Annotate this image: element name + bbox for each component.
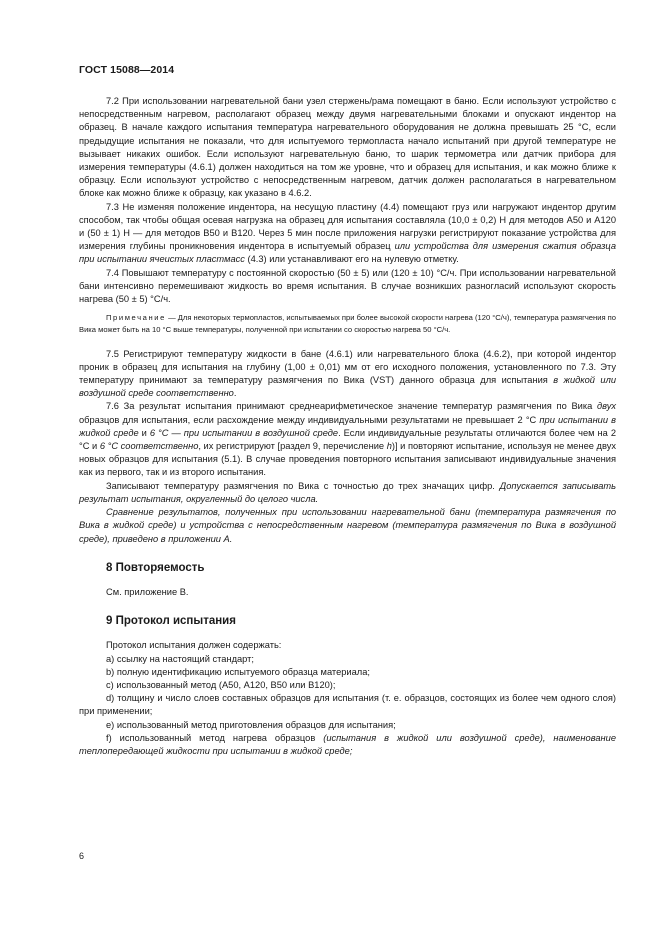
paragraph-7-4: 7.4 Повышают температуру с постоянной скоростью (50 ± 5) или (120 ± 10) °C/ч. При использовании нагревательной бани интенсивно перемешивают жидкость во время испытания. В случае возникших разногласий используют скорость нагрева (50 ± 5) °C/ч. [79, 267, 616, 305]
list-item-a: a) ссылку на настоящий стандарт; [106, 653, 254, 664]
list-item-d: d) толщину и число слоев составных образцов для испытания (т. е. образцов, состоящих из более чем одного слоя) при применении; [79, 693, 616, 717]
paragraph-7-6: 7.6 За результат испытания принимают среднеарифметическое значение температур размягчения по Вика двух образцов для испытания, если расхождение между индивидуальными результатами не превышает 2 °C при испытании в жидкой среде и 6 °C — при испытании в воздушной среде. Если индивидуальные результаты отличаются более чем на 2 °C и 6 °C соответственно, их регистрируют [раздел 9, перечисление h)] и повторяют испытание, используя не менее двух новых образцов для испытания (5.1). В случае проведения повторного испытания записывают индивидуальные значения как из первого, так и из второго испытания. [79, 401, 617, 478]
paragraph-7-5: 7.5 Регистрируют температуру жидкости в бане (4.6.1) или нагревательного блока (4.6.2), при которой индентор проник в образец для испытания на глубину (1,00 ± 0,01) мм от его исходного положения, установленного по 7.3. Эту температуру принимают за температуру размягчения по Вика (VST) данного образца для испытания в жидкой или воздушной среде соответственно. [79, 348, 616, 399]
paragraph-comparison: Сравнение результатов, полученных при использовании нагревательной бани (температура размягчения по Вика в жидкой среде) и устройства с непосредственным нагревом (температура размягчения по Вика в воздушной среде), приведено в приложении А. [79, 507, 616, 544]
list-item-f: f) использованный метод нагрева образцов (испытания в жидкой или воздушной среде), наименование теплопередающей жидкости при испытании в жидкой среде; [79, 732, 616, 756]
list-item-e: e) использованный метод приготовления образцов для испытания; [106, 719, 396, 730]
note: Примечание — Для некоторых термопластов, испытываемых при более высокой скорости нагрева (120 °C/ч), температура размягчения по Вика может быть на 10 °C выше температуры, полученной при испытании со скоростью нагрева 50 °C/ч. [79, 313, 617, 335]
section-9-title: 9 Протокол испытания [106, 615, 236, 628]
page-number: 6 [79, 851, 85, 861]
paragraph-7-3: 7.3 Не изменяя положение индентора, на несущую пластину (4.4) помещают груз или нагружают индентор другим способом, так чтобы общая осевая нагрузка на образец для испытания составляла (10,0 ± 0,2) Н для методов А50 и А120 и (50 ± 1) Н — для методов В50 и В120. Через 5 мин после приложения нагрузки регистрируют показание устройства для измерения глубины проникновения индентора в испытуемый образец или устройства для измерения сжатия образца при испытании ячеистых пластмасс (4.3) или устанавливают его на нулевую отметку. [79, 201, 616, 265]
note-label: Примечание [106, 313, 166, 323]
document-body [79, 95, 616, 758]
list-item-b: b) полную идентификацию испытуемого образца материала; [106, 666, 370, 677]
section-8-title: 8 Повторяемость [106, 561, 205, 574]
document-header: ГОСТ 15088—2014 [79, 64, 175, 76]
section-9-intro: Протокол испытания должен содержать: [106, 640, 282, 651]
paragraph-7-2: 7.2 При использовании нагревательной бани узел стержень/рама помещают в баню. Если используют устройство с непосредственным нагревом, располагают образец между двумя нагревательными блоками и опускают индентор на образец. В начале каждого испытания температура нагревательного оборудования не должна превышать 25 °C, если предыдущие испытания не показали, что для испытуемого термопласта начало испытаний при другой температуре не вызывает никаких ошибок. Если используют нагревательную баню, то шарик термометра или датчик прибора для измерения температуры (4.6.1) должен находиться на том же уровне, что и образец для испытания, и как можно ближе к образцу. Если используют устройство с непосредственным нагревом, датчик должен располагаться в нагревательном блоке как можно ближе к образцу, как указано в 4.6.2. [79, 96, 616, 199]
paragraph-record: Записывают температуру размягчения по Вика с точностью до трех значащих цифр. Допускается записывать результат испытания, округленный до целого числа. [79, 480, 616, 504]
section-8-text: См. приложение В. [106, 586, 189, 597]
list-item-c: c) использованный метод (А50, А120, В50 или В120); [106, 679, 336, 690]
